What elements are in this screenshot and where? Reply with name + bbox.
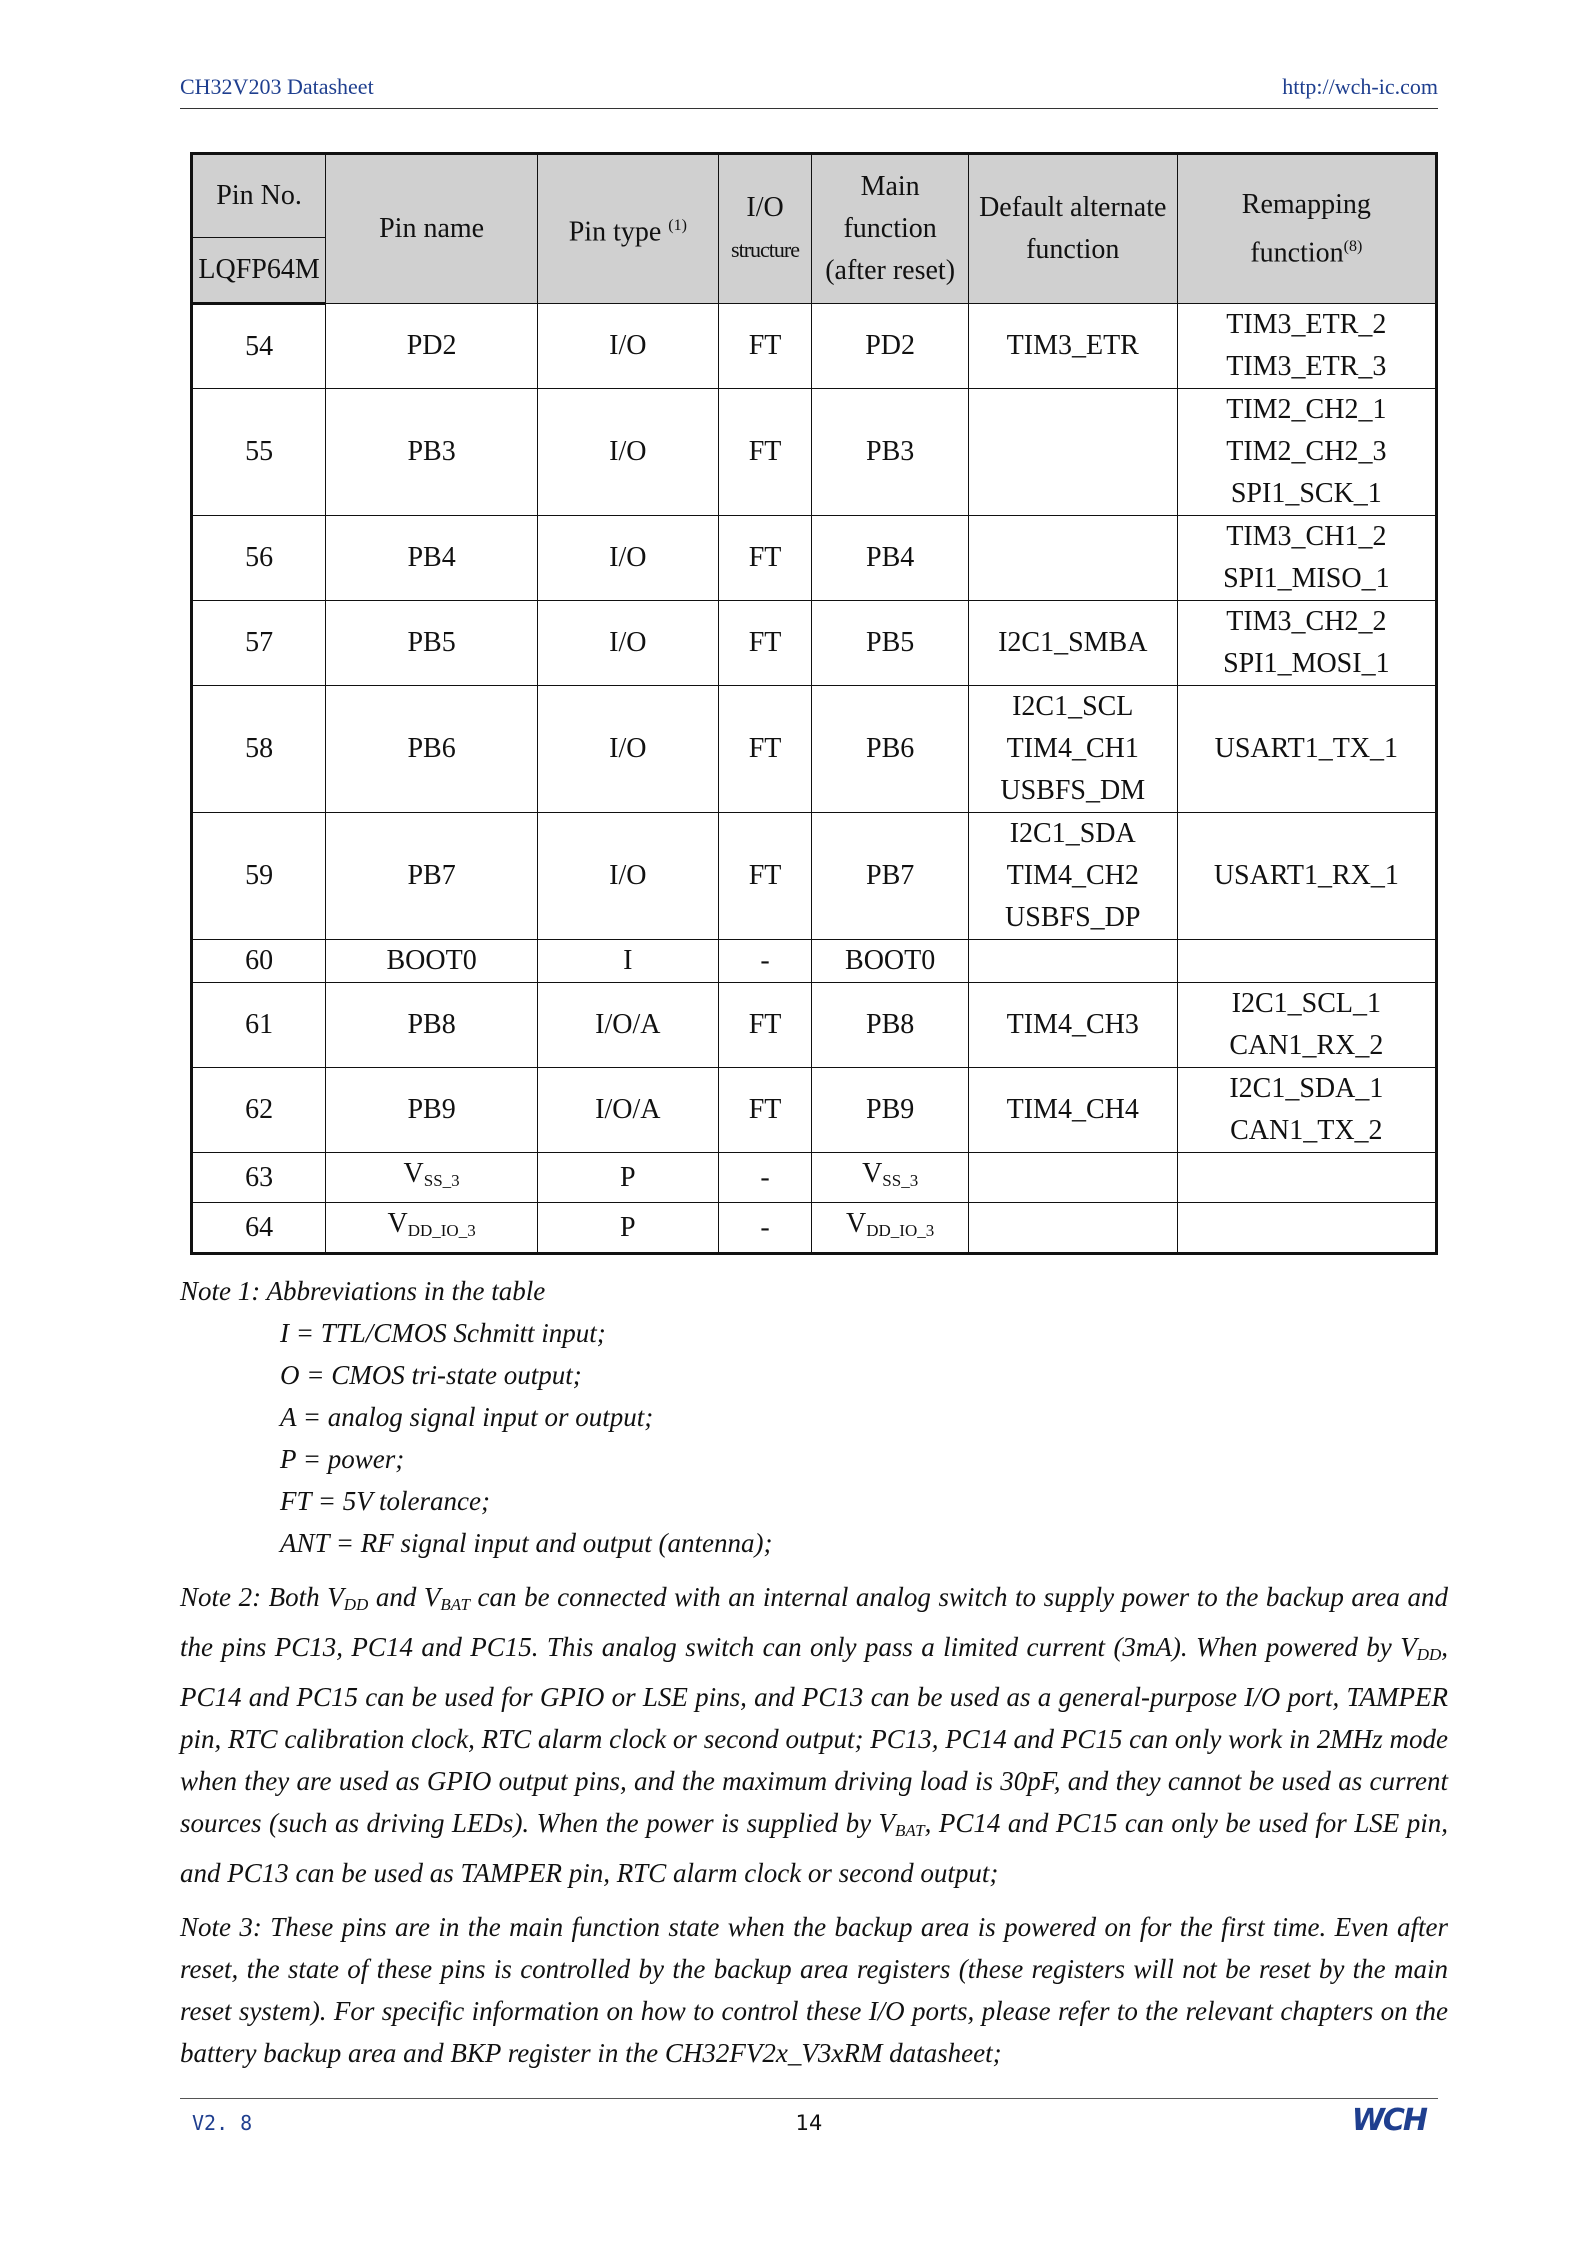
pin-table-body: [192, 304, 1437, 1254]
table-row: [192, 1203, 1437, 1254]
version-label: V2. 8: [192, 2111, 253, 2135]
remapping-cell: [1177, 1153, 1436, 1203]
main-function-cell: PB3: [812, 389, 968, 516]
pin-name-cell: BOOT0: [326, 940, 538, 983]
col-pin-no: Pin No.: [192, 154, 326, 238]
main-function-cell: PD2: [812, 304, 968, 389]
table-row: [192, 1068, 1437, 1153]
page-number: 14: [795, 2111, 823, 2135]
remapping-cell: I2C1_SDA_1 CAN1_TX_2: [1177, 1068, 1436, 1153]
table-row: [192, 983, 1437, 1068]
default-alternate-cell: [968, 516, 1177, 601]
col-io-structure: I/O structure: [718, 154, 812, 304]
pin-number-cell: 56: [192, 516, 326, 601]
col-remapping: Remapping function$^{(8)}$: [1177, 154, 1436, 304]
col-package: LQFP64M: [192, 238, 326, 304]
note-1-item: O = CMOS tri-state output;: [280, 1360, 582, 1390]
remapping-cell: TIM3_ETR_2 TIM3_ETR_3: [1177, 304, 1436, 389]
note-3: Note 3: These pins are in the main function state when the backup area is powered on for the first time. Even after reset, the state of these pins is controlled by the backup area registers (these registers will not be reset by the main reset system). For specific information on how to control these I/O ports, please refer to the relevant chapters on the battery backup area and BKP register in the CH32FV2x_V3xRM datasheet;: [180, 1912, 1448, 2068]
page-footer: [180, 2098, 1438, 2139]
remapping-cell: USART1_TX_1: [1177, 686, 1436, 813]
table-row: [192, 389, 1437, 516]
note-1-title: Note 1: Abbreviations in the table: [180, 1276, 546, 1306]
default-alternate-cell: I2C1_SCL TIM4_CH1 USBFS_DM: [968, 686, 1177, 813]
pin-number-cell: 59: [192, 813, 326, 940]
main-function-cell: PB8: [812, 983, 968, 1068]
wch-logo: WCH: [1351, 2103, 1426, 2138]
main-function-cell: PB6: [812, 686, 968, 813]
io-structure-cell: -: [718, 940, 812, 983]
pin-type-cell: I/O: [538, 516, 719, 601]
main-function-cell: BOOT0: [812, 940, 968, 983]
main-function-cell: $V_{SS\_3}$: [812, 1153, 968, 1203]
header-url: http://wch-ic.com: [1282, 74, 1438, 99]
default-alternate-cell: [968, 1153, 1177, 1203]
pin-number-cell: 63: [192, 1153, 326, 1203]
main-function-cell: PB4: [812, 516, 968, 601]
pin-name-cell: PB9: [326, 1068, 538, 1153]
pin-number-cell: 64: [192, 1203, 326, 1254]
notes-section: [180, 1270, 1448, 2074]
table-row: [192, 940, 1437, 983]
doc-title: CH32V203 Datasheet: [180, 74, 374, 99]
pin-number-cell: 57: [192, 601, 326, 686]
pin-table: [190, 152, 1438, 1255]
main-function-cell: PB9: [812, 1068, 968, 1153]
pin-number-cell: 55: [192, 389, 326, 516]
pin-name-cell: $V_{DD\_IO\_3}$: [326, 1203, 538, 1254]
io-structure-cell: FT: [718, 686, 812, 813]
pin-name-cell: PB5: [326, 601, 538, 686]
pin-number-cell: 62: [192, 1068, 326, 1153]
remapping-cell: TIM2_CH2_1 TIM2_CH2_3 SPI1_SCK_1: [1177, 389, 1436, 516]
table-row: [192, 601, 1437, 686]
note-1-list: [180, 1312, 1448, 1564]
pin-type-cell: I/O: [538, 813, 719, 940]
main-function-cell: $V_{DD\_IO\_3}$: [812, 1203, 968, 1254]
pin-name-cell: $V_{SS\_3}$: [326, 1153, 538, 1203]
note-1-item: FT = 5V tolerance;: [280, 1486, 490, 1516]
default-alternate-cell: TIM4_CH4: [968, 1068, 1177, 1153]
io-structure-cell: -: [718, 1203, 812, 1254]
io-structure-cell: FT: [718, 304, 812, 389]
col-pin-type: Pin type $^{(1)}$: [538, 154, 719, 304]
pin-name-cell: PD2: [326, 304, 538, 389]
pin-number-cell: 54: [192, 304, 326, 389]
pin-type-cell: I/O/A: [538, 983, 719, 1068]
pin-type-cell: P: [538, 1203, 719, 1254]
table-row: [192, 1153, 1437, 1203]
remapping-cell: USART1_RX_1: [1177, 813, 1436, 940]
col-pin-name: Pin name: [326, 154, 538, 304]
io-structure-cell: -: [718, 1153, 812, 1203]
pin-type-cell: I/O/A: [538, 1068, 719, 1153]
pin-name-cell: PB4: [326, 516, 538, 601]
default-alternate-cell: [968, 940, 1177, 983]
io-structure-cell: FT: [718, 389, 812, 516]
note-1-item: ANT = RF signal input and output (antenna);: [280, 1528, 773, 1558]
remapping-cell: [1177, 940, 1436, 983]
page-header: [180, 74, 1438, 109]
default-alternate-cell: I2C1_SMBA: [968, 601, 1177, 686]
table-row: [192, 304, 1437, 389]
pin-name-cell: PB7: [326, 813, 538, 940]
io-structure-cell: FT: [718, 813, 812, 940]
remapping-cell: [1177, 1203, 1436, 1254]
note-1-item: A = analog signal input or output;: [280, 1402, 654, 1432]
io-structure-cell: FT: [718, 516, 812, 601]
note-1-item: P = power;: [280, 1444, 405, 1474]
pin-type-cell: P: [538, 1153, 719, 1203]
pin-name-cell: PB6: [326, 686, 538, 813]
remapping-cell: TIM3_CH1_2 SPI1_MISO_1: [1177, 516, 1436, 601]
pin-name-cell: PB8: [326, 983, 538, 1068]
default-alternate-cell: [968, 389, 1177, 516]
pin-type-cell: I/O: [538, 304, 719, 389]
note-1-item: I = TTL/CMOS Schmitt input;: [280, 1318, 606, 1348]
remapping-cell: TIM3_CH2_2 SPI1_MOSI_1: [1177, 601, 1436, 686]
col-main-function: Main function (after reset): [812, 154, 968, 304]
remapping-cell: I2C1_SCL_1 CAN1_RX_2: [1177, 983, 1436, 1068]
col-default-alternate: Default alternate function: [968, 154, 1177, 304]
pin-type-cell: I: [538, 940, 719, 983]
pin-type-cell: I/O: [538, 389, 719, 516]
default-alternate-cell: TIM4_CH3: [968, 983, 1177, 1068]
table-row: [192, 686, 1437, 813]
pin-number-cell: 58: [192, 686, 326, 813]
pin-type-cell: I/O: [538, 686, 719, 813]
pin-number-cell: 60: [192, 940, 326, 983]
table-row: [192, 516, 1437, 601]
io-structure-cell: FT: [718, 983, 812, 1068]
pin-type-cell: I/O: [538, 601, 719, 686]
default-alternate-cell: [968, 1203, 1177, 1254]
io-structure-cell: FT: [718, 1068, 812, 1153]
io-structure-cell: FT: [718, 601, 812, 686]
note-2: Note 2: Both $V_{DD}$ and $V_{BAT}$ can be connected with an internal analog switch to supply power to the backup area and the pins PC13, PC14 and PC15. This analog switch can only pass a limited current (3mA). When powered by $V_{DD}$, PC14 and PC15 can be used for GPIO or LSE pins, and PC13 can be used as a general-purpose I/O port, TAMPER pin, RTC calibration clock, RTC alarm clock or second output; PC13, PC14 and PC15 can only work in 2MHz mode when they are used as GPIO output pins, and the maximum driving load is 30pF, and they cannot be used as current sources (such as driving LEDs). When the power is supplied by $V_{BAT}$, PC14 and PC15 can only be used for LSE pin, and PC13 can be used as TAMPER pin, RTC alarm clock or second output;: [180, 1582, 1448, 1888]
pin-number-cell: 61: [192, 983, 326, 1068]
table-row: [192, 813, 1437, 940]
main-function-cell: PB5: [812, 601, 968, 686]
default-alternate-cell: TIM3_ETR: [968, 304, 1177, 389]
pin-name-cell: PB3: [326, 389, 538, 516]
main-function-cell: PB7: [812, 813, 968, 940]
default-alternate-cell: I2C1_SDA TIM4_CH2 USBFS_DP: [968, 813, 1177, 940]
